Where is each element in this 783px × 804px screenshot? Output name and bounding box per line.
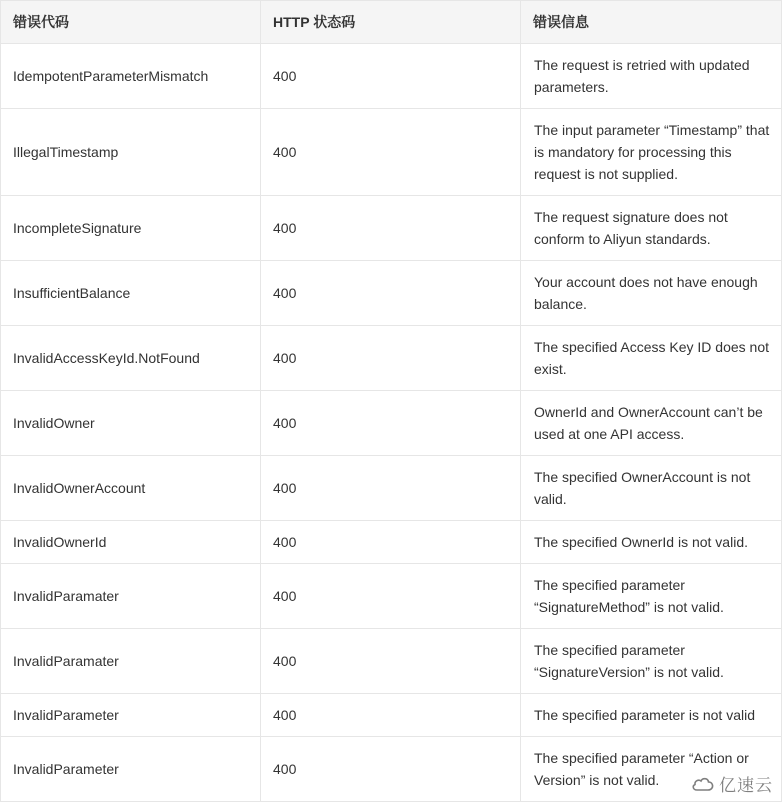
status-cell: 400 bbox=[261, 261, 521, 326]
error-code-cell: InvalidOwnerId bbox=[1, 521, 261, 564]
header-http-status: HTTP 状态码 bbox=[261, 1, 521, 44]
table-row bbox=[1, 737, 782, 802]
table-row bbox=[1, 521, 782, 564]
message-cell: The specified Access Key ID does not exist. bbox=[521, 326, 782, 391]
message-cell: Your account does not have enough balance. bbox=[521, 261, 782, 326]
status-cell: 400 bbox=[261, 564, 521, 629]
message-cell: The specified OwnerAccount is not valid. bbox=[521, 456, 782, 521]
error-code-cell: InvalidParamater bbox=[1, 629, 261, 694]
watermark bbox=[691, 771, 773, 796]
table-row bbox=[1, 261, 782, 326]
status-cell: 400 bbox=[261, 521, 521, 564]
status-cell: 400 bbox=[261, 326, 521, 391]
table-row bbox=[1, 44, 782, 109]
error-code-cell: InvalidParameter bbox=[1, 694, 261, 737]
status-cell: 400 bbox=[261, 737, 521, 802]
error-code-cell: IncompleteSignature bbox=[1, 196, 261, 261]
header-error-code: 错误代码 bbox=[1, 1, 261, 44]
status-cell: 400 bbox=[261, 694, 521, 737]
table-row bbox=[1, 456, 782, 521]
status-cell: 400 bbox=[261, 44, 521, 109]
table-row bbox=[1, 564, 782, 629]
message-cell: The specified parameter “SignatureVersion” is not valid. bbox=[521, 629, 782, 694]
message-cell: The request signature does not conform to Aliyun standards. bbox=[521, 196, 782, 261]
error-code-cell: IllegalTimestamp bbox=[1, 109, 261, 196]
watermark-text: 亿速云 bbox=[719, 776, 773, 796]
table-row bbox=[1, 109, 782, 196]
status-cell: 400 bbox=[261, 196, 521, 261]
table-row bbox=[1, 629, 782, 694]
cloud-logo-icon bbox=[691, 775, 715, 793]
error-code-cell: InsufficientBalance bbox=[1, 261, 261, 326]
error-code-cell: InvalidOwner bbox=[1, 391, 261, 456]
table-header-row bbox=[1, 1, 782, 44]
error-code-cell: IdempotentParameterMismatch bbox=[1, 44, 261, 109]
status-cell: 400 bbox=[261, 391, 521, 456]
status-cell: 400 bbox=[261, 629, 521, 694]
message-cell: The specified parameter “SignatureMethod” is not valid. bbox=[521, 564, 782, 629]
error-code-cell: InvalidParamater bbox=[1, 564, 261, 629]
message-cell: The specified parameter is not valid bbox=[521, 694, 782, 737]
message-cell: The specified parameter “Action or Version” is not valid. bbox=[521, 737, 782, 802]
table-row bbox=[1, 391, 782, 456]
error-code-cell: InvalidParameter bbox=[1, 737, 261, 802]
status-cell: 400 bbox=[261, 109, 521, 196]
message-cell: The request is retried with updated parameters. bbox=[521, 44, 782, 109]
table-row bbox=[1, 694, 782, 737]
table-row bbox=[1, 326, 782, 391]
header-error-message: 错误信息 bbox=[521, 1, 782, 44]
error-code-cell: InvalidOwnerAccount bbox=[1, 456, 261, 521]
message-cell: OwnerId and OwnerAccount can’t be used at one API access. bbox=[521, 391, 782, 456]
status-cell: 400 bbox=[261, 456, 521, 521]
table-row bbox=[1, 196, 782, 261]
message-cell: The specified OwnerId is not valid. bbox=[521, 521, 782, 564]
error-code-cell: InvalidAccessKeyId.NotFound bbox=[1, 326, 261, 391]
message-cell: The input parameter “Timestamp” that is mandatory for processing this request is not supplied. bbox=[521, 109, 782, 196]
